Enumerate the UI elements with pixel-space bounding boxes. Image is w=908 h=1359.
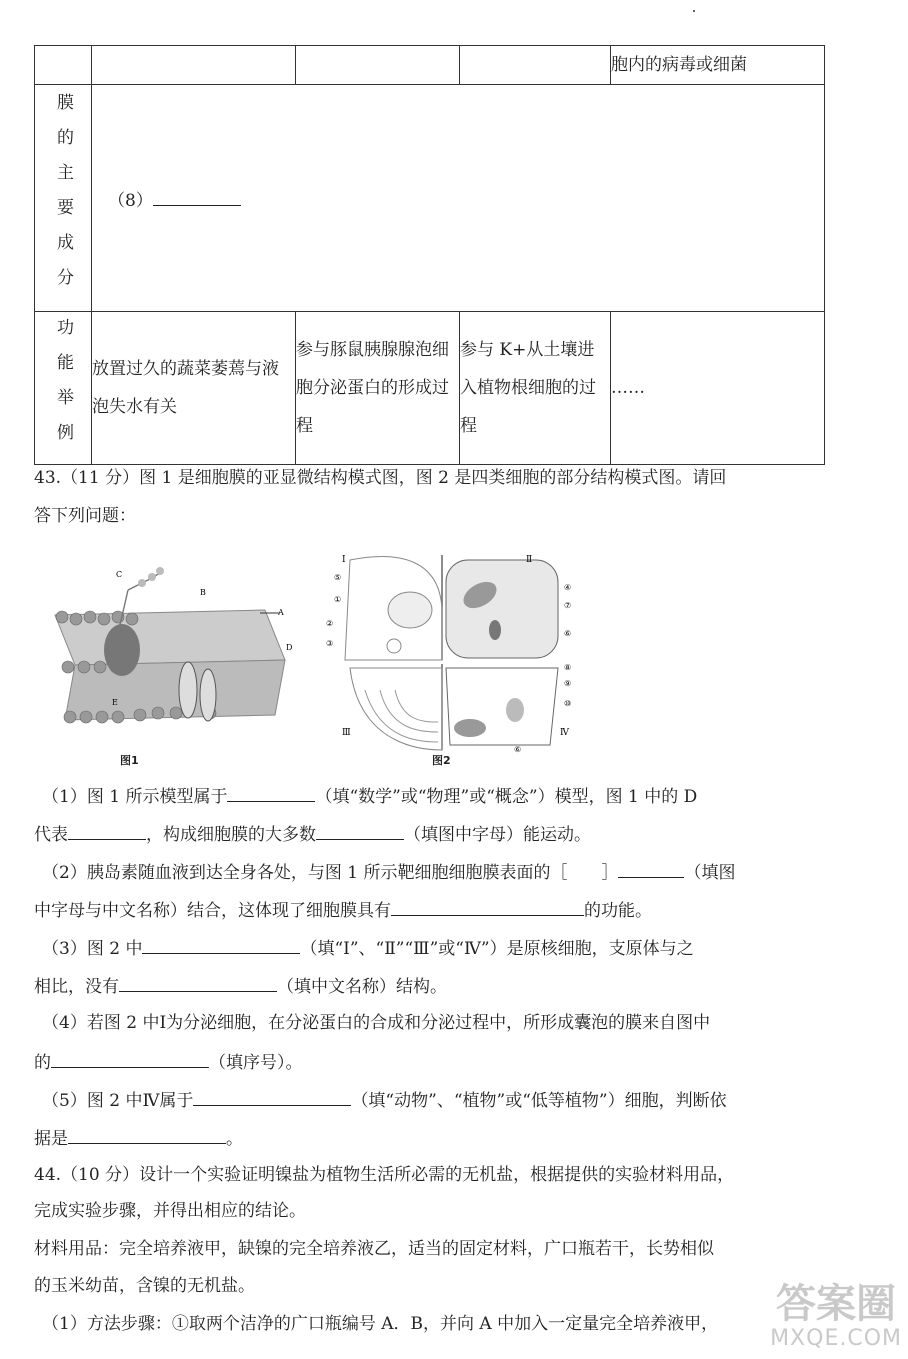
answer-blank: [193, 1087, 351, 1106]
watermark: [770, 1282, 902, 1351]
text: （填图中字母）能运动。: [404, 825, 591, 845]
answer-blank: [316, 821, 404, 840]
membrane-table: [34, 45, 825, 465]
q43-part-3-line-2: [34, 973, 447, 999]
q43-part-2-line-2: [34, 897, 652, 923]
text: （3）图 2 中: [42, 939, 143, 959]
fig2-label: ①: [334, 595, 342, 604]
q43-part-1-line-2: [34, 821, 591, 847]
fig2-label: ⑥: [564, 629, 572, 638]
membrane-header: 膜的主要成分: [35, 85, 92, 312]
q43-part-1-line-1: [42, 783, 697, 809]
text: 的: [34, 1053, 51, 1073]
fig2-label-i: Ⅰ: [342, 555, 346, 565]
q44-line-1: 44.（10 分）设计一个实验证明镍盐为植物生活所必需的无机盐，根据提供的实验材料用品，: [34, 1165, 735, 1185]
table-cell: [460, 46, 611, 85]
fig1-label-e: E: [112, 698, 118, 707]
text: （填“Ⅰ”、“Ⅱ”“Ⅲ”或“Ⅳ”）是原核细胞，支原体与之: [300, 939, 694, 959]
fig2-label: ⑦: [564, 601, 572, 610]
table-cell: 胞内的病毒或细菌: [611, 46, 825, 85]
function-example-3: 参与 K+从土壤进入植物根细胞的过程: [460, 312, 611, 465]
text: 相比，没有: [34, 977, 119, 997]
answer-blank: [68, 821, 146, 840]
text: （填图: [684, 863, 736, 883]
scan-speck: [693, 10, 695, 12]
answer-blank: [618, 859, 684, 878]
function-example-2: 参与豚鼠胰腺腺泡细胞分泌蛋白的形成过程: [296, 312, 460, 465]
table-cell: [296, 46, 460, 85]
membrane-content-cell: [92, 85, 825, 312]
fig2-label: ⑤: [334, 573, 342, 582]
answer-blank: [227, 783, 315, 802]
answer-blank: [51, 1049, 209, 1068]
q43-part-5-line-1: [42, 1087, 727, 1113]
fig2-label: ③: [326, 639, 334, 648]
fig1-label-a: A: [278, 608, 284, 617]
figure-1-caption: 图1: [120, 754, 139, 767]
q43-part-2-line-1: [42, 859, 735, 885]
text: 。: [226, 1129, 243, 1149]
q43-part-5-line-2: [34, 1125, 243, 1151]
text: （填中文名称）结构。: [277, 977, 447, 997]
answer-blank: [153, 187, 241, 206]
table-row: [35, 312, 825, 465]
text: 中字母与中文名称）结合，这体现了细胞膜具有: [34, 901, 391, 921]
fig2-label: ④: [564, 583, 572, 592]
watermark-logo: 答案圈: [776, 1281, 897, 1327]
q43-intro-2: 答下列问题：: [34, 506, 136, 526]
text: （填序号）。: [209, 1053, 303, 1073]
fig2-label: ⑩: [564, 699, 572, 708]
fig2-label-iv: Ⅳ: [560, 728, 569, 738]
fig2-label: ⑨: [564, 679, 572, 688]
function-example-1: 放置过久的蔬菜萎蔫与液泡失水有关: [92, 312, 296, 465]
text: （5）图 2 中Ⅳ属于: [42, 1091, 194, 1111]
table-cell: [35, 46, 92, 85]
q43-part-3-line-1: [42, 935, 694, 961]
fig2-label-ii: Ⅱ: [526, 555, 533, 565]
q44-line-5: （1）方法步骤：①取两个洁净的广口瓶编号 A．B，并向 A 中加入一定量完全培养液甲，: [42, 1314, 719, 1334]
table-cell: [92, 46, 296, 85]
text: 的功能。: [584, 901, 652, 921]
q44-line-3: 材料用品：完全培养液甲，缺镍的完全培养液乙，适当的固定材料，广口瓶若干，长势相似: [34, 1239, 714, 1259]
q43-intro-1: 43.（11 分）图 1 是细胞膜的亚显微结构模式图，图 2 是四类细胞的部分结构模式图。请回: [34, 468, 727, 488]
fig2-label: ⑧: [564, 663, 572, 672]
figure-2-cells: [320, 550, 580, 755]
text: ，构成细胞膜的大多数: [146, 825, 316, 845]
text: 代表: [34, 825, 68, 845]
fig1-label-d: D: [286, 643, 293, 652]
table-row: [35, 46, 825, 85]
function-header: 功能举例: [35, 312, 92, 465]
figure-2-caption: 图2: [432, 754, 451, 767]
figure-1-membrane: [50, 555, 300, 770]
q43-part-4-line-2: [34, 1049, 303, 1075]
text: 据是: [34, 1129, 68, 1149]
fig2-label: ②: [326, 619, 334, 628]
q44-line-2: 完成实验步骤，并得出相应的结论。: [34, 1201, 306, 1221]
blank-number-8: （8）: [108, 190, 153, 211]
fig1-label-b: B: [200, 588, 206, 597]
watermark-url: MXQE.COM: [770, 1326, 902, 1351]
text: （填“数学”或“物理”或“概念”）模型，图 1 中的 D: [315, 787, 698, 807]
text: （1）图 1 所示模型属于: [42, 787, 228, 807]
text: （填“动物”、“植物”或“低等植物”）细胞，判断依: [351, 1091, 727, 1111]
text: （2）胰岛素随血液到达全身各处，与图 1 所示靶细胞细胞膜表面的［ ］: [42, 863, 619, 883]
q43-part-4-line-1: （4）若图 2 中Ⅰ为分泌细胞，在分泌蛋白的合成和分泌过程中，所形成囊泡的膜来自图中: [42, 1013, 711, 1033]
function-example-4: ……: [611, 312, 825, 465]
answer-blank: [391, 897, 584, 916]
answer-blank: [142, 935, 300, 954]
fig2-label-iii: Ⅲ: [342, 728, 351, 738]
fig2-label: ⑥: [514, 745, 522, 754]
answer-blank: [68, 1125, 226, 1144]
q44-line-4: 的玉米幼苗，含镍的无机盐。: [34, 1276, 255, 1296]
fig1-label-c: C: [116, 570, 123, 579]
answer-blank: [119, 973, 277, 992]
table-row: [35, 85, 825, 312]
